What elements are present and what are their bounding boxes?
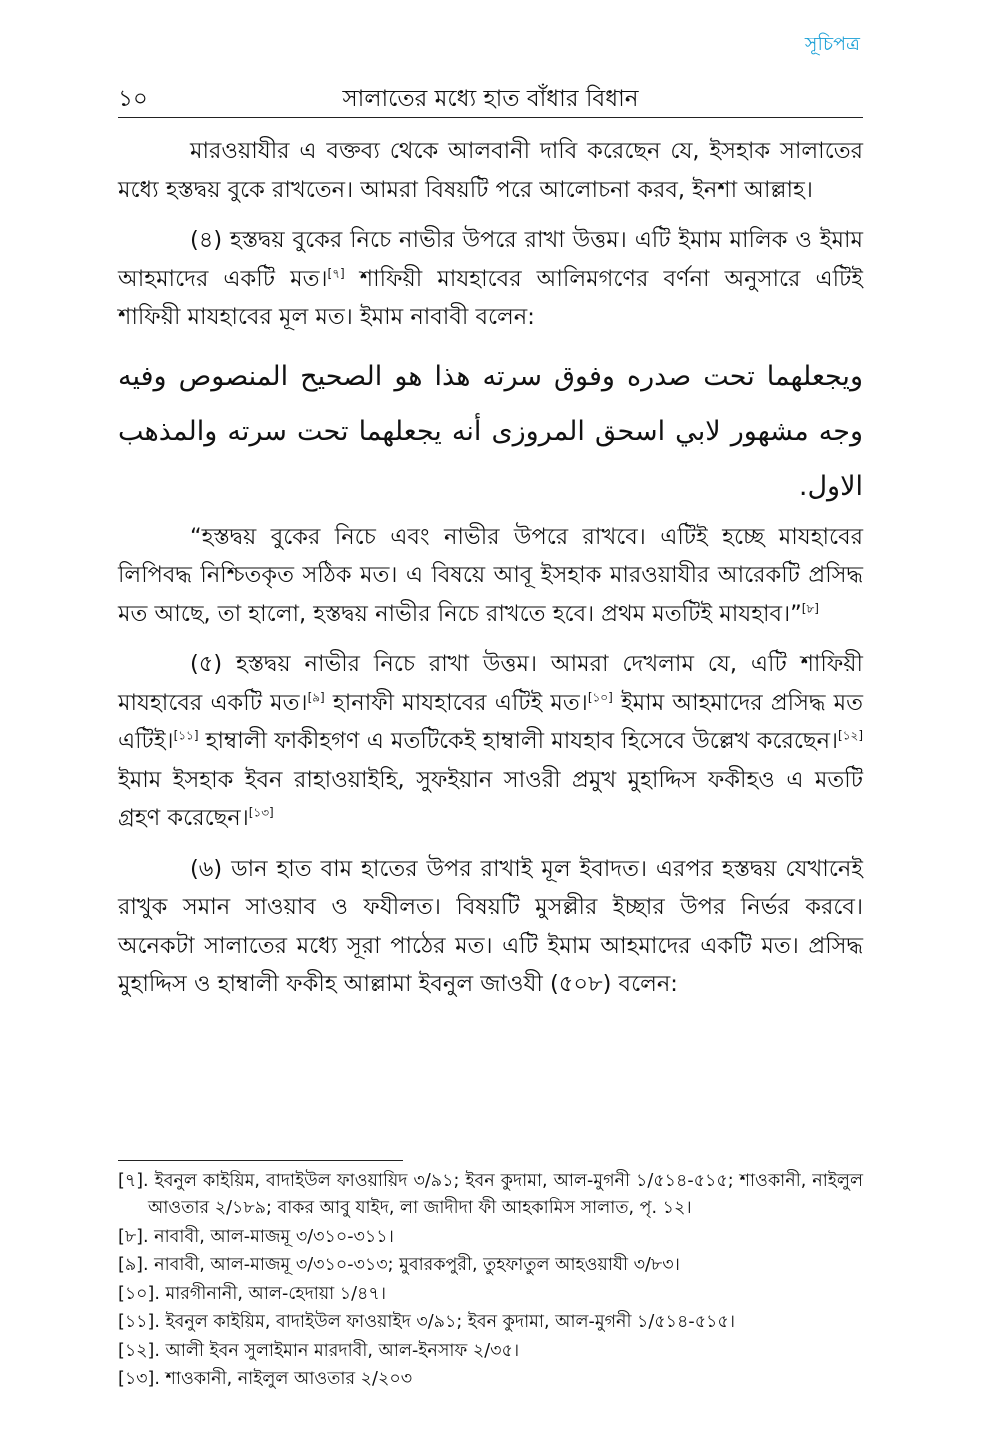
footnote-rule bbox=[118, 1160, 403, 1161]
page-number: ১০ bbox=[118, 86, 148, 112]
footnote-ref-10[interactable]: [১০] bbox=[587, 690, 613, 704]
footnote-12: [১২]. আলী ইবন সুলাইমান মারদাবী, আল-ইনসাফ ২/৩৫। bbox=[118, 1340, 520, 1361]
footnote-ref-9[interactable]: [৯] bbox=[307, 690, 325, 704]
footnote-ref-8[interactable]: [৮] bbox=[801, 601, 819, 615]
arabic-quote: ويجعلهما تحت صدره وفوق سرته هذا هو الصحيح المنصوص وفيه وجه مشهور لابي اسحق المروزى أنه يجعلهما تحت سرته والمذهب الاول. bbox=[118, 360, 863, 502]
paragraph-4-text-a: (৫) হস্তদ্বয় নাভীর নিচে রাখা উত্তম। আমরা দেখলাম যে, এটি শাফিয়ী মাযহাবের একটি মত। bbox=[118, 651, 863, 716]
paragraph-4 bbox=[118, 645, 863, 838]
footnote-ref-13[interactable]: [১৩] bbox=[248, 805, 274, 820]
footnote-10: [১০]. মারগীনানী, আল-হেদায়া ১/৪৭। bbox=[118, 1283, 387, 1304]
footnote-ref-7[interactable]: [৭] bbox=[327, 266, 345, 280]
footnote-ref-12[interactable]: [১২] bbox=[838, 728, 863, 743]
paragraph-2-text-a: (৪) হস্তদ্বয় বুকের নিচে নাভীর উপরে রাখা উত্তম। এটি ইমাম মালিক ও ইমাম আহমাদের একটি মত। bbox=[118, 227, 863, 292]
paragraph-4-text-b: হানাফী মাযহাবের এটিই মত। bbox=[324, 689, 588, 716]
paragraph-4-text-c: ইমাম আহমাদের প্রসিদ্ধ মত এটিই। bbox=[118, 689, 864, 754]
table-of-contents-link[interactable]: সূচিপত্র bbox=[804, 33, 860, 55]
running-title: সালাতের মধ্যে হাত বাঁধার বিধান bbox=[342, 86, 639, 112]
footnotes bbox=[118, 1168, 863, 1395]
footnote-8: [৮]. নাবাবী, আল-মাজমূ ৩/৩১০-৩১১। bbox=[118, 1226, 394, 1247]
footnote-7: [৭]. ইবনুল কাইয়িম, বাদাইউল ফাওয়ায়িদ ৩/৯১; ইবন কুদামা, আল-মুগনী ১/৫১৪-৫১৫; শাওকানী, নাইলুল আওতার ২/১৮৯; বাকর আবু যাইদ, লা জাদীদা ফী আহকামিস সালাত, পৃ. ১২। bbox=[118, 1171, 863, 1218]
footnote-ref-11[interactable]: [১১] bbox=[173, 728, 199, 743]
footnote-11: [১১]. ইবনুল কাইয়িম, বাদাইউল ফাওয়াইদ ৩/৯১; ইবন কুদামা, আল-মুগনী ১/৫১৪-৫১৫। bbox=[118, 1312, 736, 1332]
paragraph-2-text-b: শাফিয়ী মাযহাবের আলিমগণের বর্ণনা অনুসারে এটিই শাফিয়ী মাযহাবের মূল মত। ইমাম নাবাবী বলেন: bbox=[118, 265, 863, 330]
paragraph-5: (৬) ডান হাত বাম হাতের উপর রাখাই মূল ইবাদত। এরপর হস্তদ্বয় যেখানেই রাখুক সমান সাওয়াব ও ফযীলত। বিষয়টি মুসল্লীর ইচ্ছার উপর নির্ভর করবে। অনেকটা সালাতের মধ্যে সূরা পাঠের মত। এটি ইমাম আহমাদের একটি মত। প্রসিদ্ধ মুহাদ্দিস ও হাম্বালী ফকীহ আল্লামা ইবনুল জাওযী (৫০৮) বলেন: bbox=[118, 855, 863, 997]
paragraph-3 bbox=[118, 518, 863, 634]
page-header bbox=[118, 76, 863, 118]
paragraph-4-text-d: হাম্বালী ফাকীহগণ এ মতটিকেই হাম্বালী মাযহাব হিসেবে উল্লেখ করেছেন। bbox=[198, 728, 839, 754]
paragraph-2 bbox=[118, 221, 863, 337]
footnote-9: [৯]. নাবাবী, আল-মাজমূ ৩/৩১০-৩১৩; মুবারকপুরী, তুহফাতুল আহওয়াযী ৩/৮৩। bbox=[118, 1255, 680, 1275]
header-rule bbox=[118, 117, 863, 118]
paragraph-4-text-e: ইমাম ইসহাক ইবন রাহাওয়াইহি, সুফইয়ান সাওরী প্রমুখ মুহাদ্দিস ফকীহও এ মতটি গ্রহণ করেছেন। bbox=[118, 766, 863, 831]
paragraph-3-text: “হস্তদ্বয় বুকের নিচে এবং নাভীর উপরে রাখবে। এটিই হচ্ছে মাযহাবের লিপিবদ্ধ নিশ্চিতকৃত সঠিক মত। এ বিষয়ে আবূ ইসহাক মারওয়াযীর আরেকটি প্রসিদ্ধ মত আছে, তা হালো, হস্তদ্বয় নাভীর নিচে রাখতে হবে। প্রথম মতটিই মাযহাব।” bbox=[118, 523, 863, 627]
main-text bbox=[118, 132, 863, 1016]
footnote-13: [১৩]. শাওকানী, নাইলুল আওতার ২/২০৩ bbox=[118, 1369, 413, 1389]
paragraph-1: মারওয়াযীর এ বক্তব্য থেকে আলবানী দাবি করেছেন যে, ইসহাক সালাতের মধ্যে হস্তদ্বয় বুকে রাখতেন। আমরা বিষয়টি পরে আলোচনা করব, ইনশা আল্লাহ। bbox=[118, 138, 863, 203]
